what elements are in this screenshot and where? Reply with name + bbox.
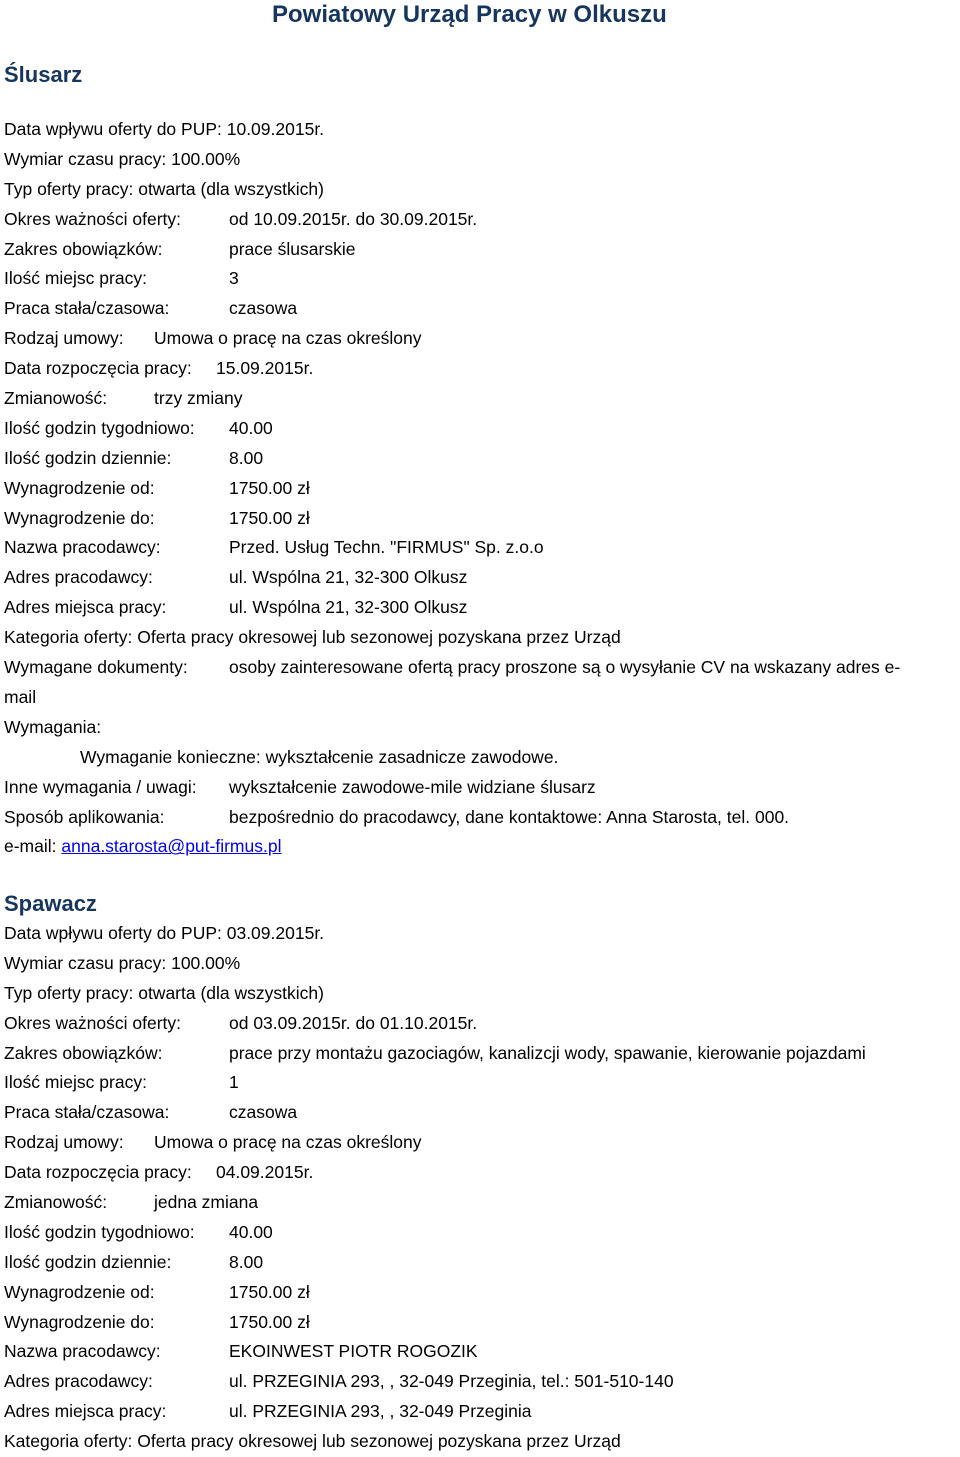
praca-stala: [4, 1098, 954, 1128]
field-label: Rodzaj umowy:: [4, 328, 124, 349]
field-value: Umowa o pracę na czas określony: [154, 328, 422, 349]
adres-pracodawcy: [4, 1367, 954, 1397]
inne-wymagania: [4, 773, 954, 803]
sposob-aplikowania: [4, 803, 954, 833]
wynagrodzenie-od: [4, 474, 954, 504]
field-label: Rodzaj umowy:: [4, 1132, 124, 1153]
field-label: Ilość miejsc pracy:: [4, 1072, 147, 1093]
okres-waznosci: [4, 1009, 954, 1039]
field-value: 3: [229, 268, 239, 289]
godziny-tygodniowo: [4, 1218, 954, 1248]
zmianowosc: [4, 384, 954, 414]
field-value: ul. PRZEGINIA 293, , 32-049 Przeginia: [229, 1401, 532, 1422]
field-value: 1750.00 zł: [229, 477, 310, 498]
page-title: Powiatowy Urząd Pracy w Olkuszu: [272, 1, 667, 28]
field-label: Ilość godzin tygodniowo:: [4, 417, 195, 438]
field-label: Praca stała/czasowa:: [4, 1102, 170, 1123]
field-value: 1: [229, 1072, 239, 1093]
field-value: 8.00: [229, 447, 264, 468]
field-label: Nazwa pracodawcy:: [4, 1341, 161, 1362]
wynagrodzenie-do: [4, 504, 954, 534]
field-value: 40.00: [229, 1221, 273, 1242]
adres-miejsca-pracy: [4, 1397, 954, 1427]
field-value: ul. Wspólna 21, 32-300 Olkusz: [229, 597, 468, 618]
field-label: Sposób aplikowania:: [4, 806, 165, 827]
field-label: Zmianowość:: [4, 1192, 108, 1213]
field-label: Data rozpoczęcia pracy:: [4, 358, 192, 379]
wymagane-dokumenty: [4, 653, 954, 713]
spacer: [4, 90, 954, 115]
wymagania-heading: Wymagania:: [4, 716, 102, 737]
wymaganie-konieczne: Wymaganie konieczne: wykształcenie zasadnicze zawodowe.: [80, 746, 559, 767]
field-value: 8.00: [229, 1251, 264, 1272]
adres-pracodawcy: [4, 563, 954, 593]
godziny-tygodniowo: [4, 414, 954, 444]
field-label: Ilość godzin dziennie:: [4, 1251, 172, 1272]
field-value: ul. PRZEGINIA 293, , 32-049 Przeginia, tel.: 501-510-140: [229, 1371, 674, 1392]
field-label: Wynagrodzenie do:: [4, 507, 155, 528]
field-label: Wynagrodzenie od:: [4, 1281, 155, 1302]
rodzaj-umowy: [4, 1128, 954, 1158]
field-label: Wynagrodzenie do:: [4, 1311, 155, 1332]
praca-stala: [4, 294, 954, 324]
field-label: Adres pracodawcy:: [4, 567, 153, 588]
field-label: Data rozpoczęcia pracy:: [4, 1162, 192, 1183]
field-value: prace przy montażu gazociagów, kanalizcji wody, spawanie, kierowanie pojazdami: [229, 1042, 866, 1063]
field-value: 1750.00 zł: [229, 1311, 310, 1332]
godziny-dziennie: [4, 1248, 954, 1278]
offer-title: Spawacz: [4, 891, 97, 916]
zakres-obowiazkow: [4, 1039, 954, 1069]
field-value: 1750.00 zł: [229, 507, 310, 528]
field-label: Ilość godzin tygodniowo:: [4, 1221, 195, 1242]
field-value: 04.09.2015r.: [216, 1162, 314, 1183]
data-wplywu: Data wpływu oferty do PUP: 10.09.2015r.: [4, 119, 325, 139]
email-link[interactable]: anna.starosta@put-firmus.pl: [61, 836, 282, 857]
zakres-obowiazkow: [4, 235, 954, 265]
field-value: 40.00: [229, 417, 273, 438]
field-label: Ilość godzin dziennie:: [4, 447, 172, 468]
data-wplywu: Data wpływu oferty do PUP: 03.09.2015r.: [4, 923, 325, 943]
typ-oferty: Typ oferty pracy: otwarta (dla wszystkich): [4, 178, 324, 199]
field-label: Ilość miejsc pracy:: [4, 268, 147, 289]
field-value: ul. Wspólna 21, 32-300 Olkusz: [229, 567, 468, 588]
field-value: od 10.09.2015r. do 30.09.2015r.: [229, 208, 478, 229]
field-label: Adres miejsca pracy:: [4, 597, 167, 618]
field-label: e-mail:: [4, 836, 57, 857]
offer-title: Ślusarz: [4, 62, 83, 87]
field-label: Okres ważności oferty:: [4, 208, 181, 229]
field-value: Przed. Usług Techn. "FIRMUS" Sp. z.o.o: [229, 537, 544, 558]
field-label: Zmianowość:: [4, 388, 108, 409]
field-value: bezpośrednio do pracodawcy, dane kontaktowe: Anna Starosta, tel. 000.: [229, 806, 790, 827]
job-offer-spawacz: [4, 889, 954, 1457]
field-label: Adres miejsca pracy:: [4, 1401, 167, 1422]
okres-waznosci: [4, 205, 954, 235]
field-label: Wymagane dokumenty:: [4, 657, 188, 678]
field-value: 15.09.2015r.: [216, 358, 314, 379]
field-value: 1750.00 zł: [229, 1281, 310, 1302]
ilosc-miejsc: [4, 1068, 954, 1098]
field-label: Praca stała/czasowa:: [4, 298, 170, 319]
wynagrodzenie-od: [4, 1278, 954, 1308]
field-value: EKOINWEST PIOTR ROGOZIK: [229, 1341, 478, 1362]
field-value: od 03.09.2015r. do 01.10.2015r.: [229, 1012, 478, 1033]
field-value-continuation: mail: [4, 686, 37, 707]
field-label: Okres ważności oferty:: [4, 1012, 181, 1033]
kategoria-oferty: Kategoria oferty: Oferta pracy okresowej lub sezonowej pozyskana przez Urząd: [4, 1431, 621, 1452]
wynagrodzenie-do: [4, 1308, 954, 1338]
field-value: czasowa: [229, 298, 298, 319]
typ-oferty: Typ oferty pracy: otwarta (dla wszystkich): [4, 982, 324, 1003]
zmianowosc: [4, 1188, 954, 1218]
field-label: Zakres obowiązków:: [4, 238, 163, 259]
wymiar-czasu: Wymiar czasu pracy: 100.00%: [4, 148, 241, 169]
field-value: trzy zmiany: [154, 388, 243, 409]
field-label: Inne wymagania / uwagi:: [4, 776, 197, 797]
email-line: [4, 832, 954, 862]
field-value: wykształcenie zawodowe-mile widziane ślusarz: [229, 776, 596, 797]
field-label: Wynagrodzenie od:: [4, 477, 155, 498]
job-offer-slusarz: [4, 60, 954, 862]
godziny-dziennie: [4, 444, 954, 474]
field-value: Umowa o pracę na czas określony: [154, 1132, 422, 1153]
adres-miejsca-pracy: [4, 593, 954, 623]
field-value: jedna zmiana: [154, 1192, 259, 1213]
field-value: prace ślusarskie: [229, 238, 356, 259]
kategoria-oferty: Kategoria oferty: Oferta pracy okresowej lub sezonowej pozyskana przez Urząd: [4, 627, 621, 648]
nazwa-pracodawcy: [4, 533, 954, 563]
field-label: Zakres obowiązków:: [4, 1042, 163, 1063]
data-rozpoczecia: [4, 354, 954, 384]
data-rozpoczecia: [4, 1158, 954, 1188]
field-value: osoby zainteresowane ofertą pracy proszone są o wysyłanie CV na wskazany adres e-: [229, 657, 901, 678]
wymiar-czasu: Wymiar czasu pracy: 100.00%: [4, 952, 241, 973]
field-label: Adres pracodawcy:: [4, 1371, 153, 1392]
field-value: czasowa: [229, 1102, 298, 1123]
field-label: Nazwa pracodawcy:: [4, 537, 161, 558]
nazwa-pracodawcy: [4, 1337, 954, 1367]
ilosc-miejsc: [4, 264, 954, 294]
rodzaj-umowy: [4, 324, 954, 354]
